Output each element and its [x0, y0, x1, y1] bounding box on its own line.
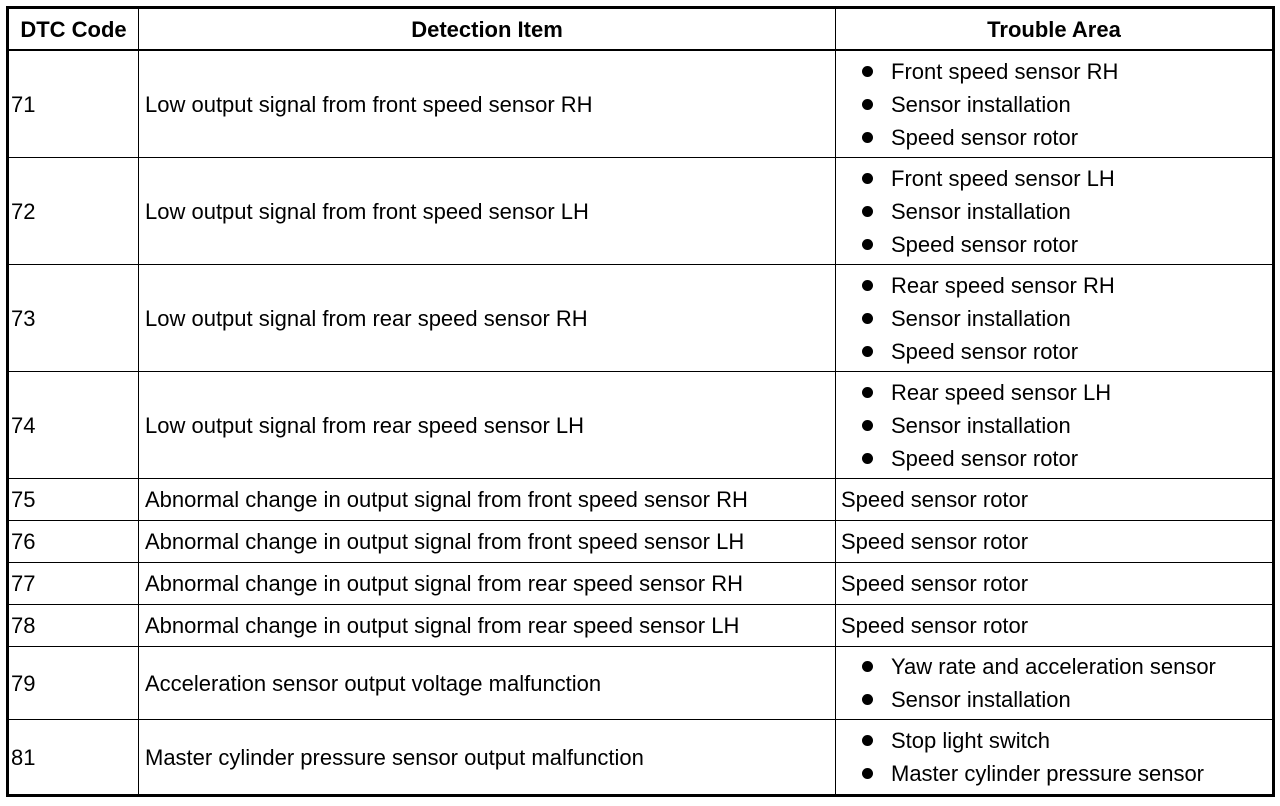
trouble-area-cell	[836, 50, 1274, 158]
table-row	[8, 563, 1274, 605]
bullet-icon	[862, 387, 873, 398]
trouble-area-list	[854, 269, 1272, 368]
header-trouble-area: Trouble Area	[836, 8, 1274, 51]
trouble-area-item: Sensor installation	[854, 409, 1272, 442]
trouble-area-list	[854, 650, 1272, 716]
dtc-code-cell: 74	[8, 372, 139, 479]
trouble-area-list	[854, 162, 1272, 261]
detection-item-cell: Low output signal from front speed sensor LH	[139, 158, 836, 265]
detection-item-cell: Master cylinder pressure sensor output malfunction	[139, 720, 836, 796]
detection-item-cell: Abnormal change in output signal from rear speed sensor LH	[139, 605, 836, 647]
trouble-area-cell	[836, 158, 1274, 265]
bullet-icon	[862, 735, 873, 746]
bullet-icon	[862, 206, 873, 217]
trouble-area-item: Master cylinder pressure sensor	[854, 757, 1272, 790]
bullet-icon	[862, 99, 873, 110]
detection-item-cell: Abnormal change in output signal from rear speed sensor RH	[139, 563, 836, 605]
header-row	[8, 8, 1274, 51]
trouble-area-item: Speed sensor rotor	[854, 228, 1272, 261]
trouble-area-item: Sensor installation	[854, 195, 1272, 228]
trouble-area-item: Speed sensor rotor	[854, 121, 1272, 154]
trouble-area-cell: Speed sensor rotor	[836, 563, 1274, 605]
bullet-icon	[862, 66, 873, 77]
dtc-code-cell: 73	[8, 265, 139, 372]
table-row	[8, 50, 1274, 158]
trouble-area-cell: Speed sensor rotor	[836, 605, 1274, 647]
dtc-code-cell: 79	[8, 647, 139, 720]
trouble-area-item: Sensor installation	[854, 302, 1272, 335]
trouble-area-cell	[836, 372, 1274, 479]
table-row	[8, 521, 1274, 563]
dtc-code-cell: 81	[8, 720, 139, 796]
table-row	[8, 372, 1274, 479]
table-row	[8, 265, 1274, 372]
trouble-area-item: Front speed sensor LH	[854, 162, 1272, 195]
detection-item-cell: Low output signal from rear speed sensor RH	[139, 265, 836, 372]
dtc-code-cell: 78	[8, 605, 139, 647]
detection-item-cell: Low output signal from front speed sensor RH	[139, 50, 836, 158]
trouble-area-cell: Speed sensor rotor	[836, 521, 1274, 563]
dtc-code-cell: 76	[8, 521, 139, 563]
trouble-area-list	[854, 55, 1272, 154]
bullet-icon	[862, 280, 873, 291]
trouble-area-item: Rear speed sensor RH	[854, 269, 1272, 302]
bullet-icon	[862, 661, 873, 672]
trouble-area-item: Speed sensor rotor	[854, 442, 1272, 475]
dtc-table	[6, 6, 1275, 797]
table-row	[8, 647, 1274, 720]
bullet-icon	[862, 768, 873, 779]
dtc-code-cell: 77	[8, 563, 139, 605]
trouble-area-cell: Speed sensor rotor	[836, 479, 1274, 521]
dtc-code-cell: 72	[8, 158, 139, 265]
trouble-area-item: Stop light switch	[854, 724, 1272, 757]
trouble-area-cell	[836, 720, 1274, 796]
header-detection-item: Detection Item	[139, 8, 836, 51]
trouble-area-item: Speed sensor rotor	[854, 335, 1272, 368]
bullet-icon	[862, 313, 873, 324]
trouble-area-cell	[836, 265, 1274, 372]
trouble-area-list	[854, 376, 1272, 475]
trouble-area-item: Yaw rate and acceleration sensor	[854, 650, 1272, 683]
bullet-icon	[862, 420, 873, 431]
detection-item-cell: Abnormal change in output signal from front speed sensor LH	[139, 521, 836, 563]
bullet-icon	[862, 239, 873, 250]
table-row	[8, 158, 1274, 265]
detection-item-cell: Abnormal change in output signal from front speed sensor RH	[139, 479, 836, 521]
detection-item-cell: Acceleration sensor output voltage malfunction	[139, 647, 836, 720]
bullet-icon	[862, 694, 873, 705]
trouble-area-cell	[836, 647, 1274, 720]
trouble-area-list	[854, 724, 1272, 790]
bullet-icon	[862, 173, 873, 184]
trouble-area-item: Sensor installation	[854, 88, 1272, 121]
table-row	[8, 479, 1274, 521]
bullet-icon	[862, 346, 873, 357]
trouble-area-item: Rear speed sensor LH	[854, 376, 1272, 409]
trouble-area-item: Sensor installation	[854, 683, 1272, 716]
bullet-icon	[862, 132, 873, 143]
bullet-icon	[862, 453, 873, 464]
header-dtc-code: DTC Code	[8, 8, 139, 51]
table-row	[8, 605, 1274, 647]
dtc-code-cell: 75	[8, 479, 139, 521]
detection-item-cell: Low output signal from rear speed sensor LH	[139, 372, 836, 479]
table-row	[8, 720, 1274, 796]
dtc-code-cell: 71	[8, 50, 139, 158]
trouble-area-item: Front speed sensor RH	[854, 55, 1272, 88]
